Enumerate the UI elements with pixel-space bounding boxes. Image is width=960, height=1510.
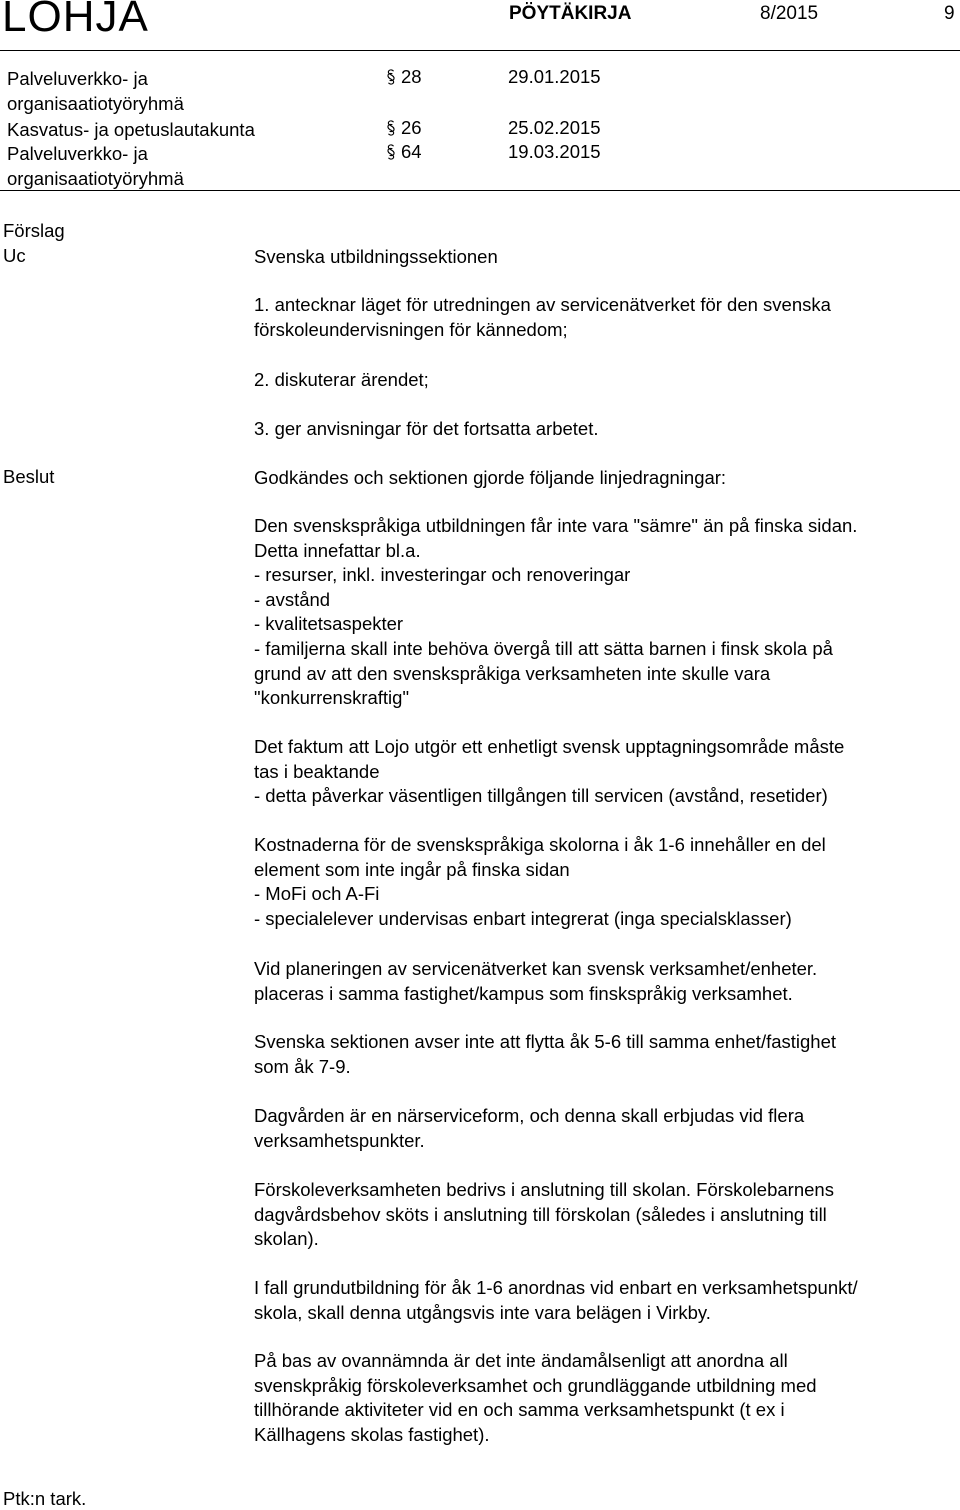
document-number: 8/2015 (760, 3, 819, 24)
history-number: 26 (401, 117, 422, 138)
page-number: 9 (944, 3, 955, 24)
decision-paragraph (254, 1030, 954, 1079)
history-body-line: organisaatiotyöryhmä (7, 93, 184, 114)
decision-paragraph (254, 514, 954, 711)
proposal-item-3 (254, 417, 954, 442)
text-line: På bas av ovannämnda är det inte ändamålsenligt att anordna all (254, 1350, 788, 1371)
section-sign-icon (385, 119, 397, 137)
history-date: 19.03.2015 (508, 141, 601, 162)
text-line: Den svenskspråkiga utbildningen får inte vara "sämre" än på finska sidan. (254, 515, 858, 536)
history-number: 64 (401, 141, 422, 162)
proposal-item-1 (254, 293, 954, 342)
section-sign-icon (385, 143, 397, 161)
text-line: Godkändes och sektionen gjorde följande linjedragningar: (254, 467, 727, 488)
text-line: - avstånd (254, 588, 331, 610)
text-line: - resurser, inkl. investeringar och renoveringar (254, 564, 631, 586)
history-number: 28 (401, 66, 422, 87)
text-line: grund av att den svenskspråkiga verksamheten inte skulle vara (254, 662, 771, 684)
text-line: Svenska sektionen avser inte att flytta åk 5-6 till samma enhet/fastighet (254, 1031, 837, 1052)
text-line: placeras i samma fastighet/kampus som finskspråkig verksamhet. (254, 982, 793, 1004)
history-body-line: Palveluverkko- ja (7, 143, 148, 164)
text-line: - specialelever undervisas enbart integrerat (inga specialsklasser) (254, 907, 792, 929)
text-line: 2. diskuterar ärendet; (254, 369, 429, 390)
section-sign-icon (385, 68, 397, 86)
text-line: Vid planeringen av servicenätverket kan svensk verksamhet/enheter. (254, 958, 818, 979)
proposal-item-2 (254, 368, 954, 393)
decision-paragraph (254, 833, 954, 931)
decision-intro (254, 466, 954, 491)
label-beslut: Beslut (3, 466, 55, 487)
history-date: 29.01.2015 (508, 66, 601, 87)
decision-paragraph (254, 1178, 954, 1252)
history-body-line: organisaatiotyöryhmä (7, 168, 184, 189)
text-line: Det faktum att Lojo utgör ett enhetligt svensk upptagningsområde måste (254, 736, 845, 757)
text-line: verksamhetspunkter. (254, 1129, 425, 1151)
lohja-logo: LOHJA (2, 0, 149, 41)
text-line: I fall grundutbildning för åk 1-6 anordnas vid enbart en verksamhetspunkt/ (254, 1277, 858, 1298)
history-body (7, 117, 255, 142)
text-line: 1. antecknar läget för utredningen av servicenätverket för den svenska (254, 294, 831, 315)
text-line: tillhörande aktiviteter vid en och samma verksamhetspunkt (t ex i (254, 1399, 785, 1421)
text-line: svenskpråkig förskoleverksamhet och grundläggande utbildning med (254, 1374, 817, 1396)
text-line: tas i beaktande (254, 760, 380, 782)
history-body (7, 141, 184, 191)
history-body-line: Palveluverkko- ja (7, 68, 148, 89)
proposal-section (254, 245, 954, 270)
decision-paragraph (254, 957, 954, 1006)
text-line: - detta påverkar väsentligen tillgången till servicen (avstånd, resetider) (254, 785, 828, 807)
section-name: Svenska utbildningssektionen (254, 246, 498, 267)
text-line: Dagvården är en närserviceform, och denna skall erbjudas vid flera (254, 1105, 805, 1126)
footer-signature: Ptk:n tark. (3, 1488, 87, 1509)
text-line: element som inte ingår på finska sidan (254, 858, 570, 880)
document-type: PÖYTÄKIRJA (509, 3, 632, 24)
text-line: Förskoleverksamheten bedrivs i anslutning till skolan. Förskolebarnens (254, 1179, 834, 1200)
history-divider (0, 190, 960, 191)
history-date: 25.02.2015 (508, 117, 601, 138)
text-line: som åk 7-9. (254, 1055, 351, 1077)
decision-paragraph (254, 735, 954, 809)
text-line: - familjerna skall inte behöva övergå till att sätta barnen i finsk skola på (254, 637, 833, 659)
history-body (7, 66, 184, 116)
decision-paragraph (254, 1276, 954, 1325)
text-line: "konkurrenskraftig" (254, 687, 410, 709)
text-line: Kostnaderna för de svenskspråkiga skolorna i åk 1-6 innehåller en del (254, 834, 826, 855)
label-forslag: Förslag (3, 220, 65, 241)
history-body-line: Kasvatus- ja opetuslautakunta (7, 119, 255, 140)
text-line: dagvårdsbehov sköts i anslutning till förskolan (således i anslutning till (254, 1203, 827, 1225)
text-line: 3. ger anvisningar för det fortsatta arbetet. (254, 418, 599, 439)
text-line: skolan). (254, 1228, 319, 1250)
text-line: - MoFi och A-Fi (254, 883, 380, 905)
text-line: skola, skall denna utgångsvis inte vara belägen i Virkby. (254, 1301, 711, 1323)
decision-paragraph (254, 1349, 954, 1447)
header-divider (0, 50, 960, 51)
decision-paragraph (254, 1104, 954, 1153)
text-line: Källhagens skolas fastighet). (254, 1423, 490, 1445)
text-line: förskoleundervisningen för kännedom; (254, 318, 568, 340)
label-uc: Uc (3, 245, 26, 266)
text-line: Detta innefattar bl.a. (254, 539, 421, 561)
text-line: - kvalitetsaspekter (254, 613, 404, 635)
